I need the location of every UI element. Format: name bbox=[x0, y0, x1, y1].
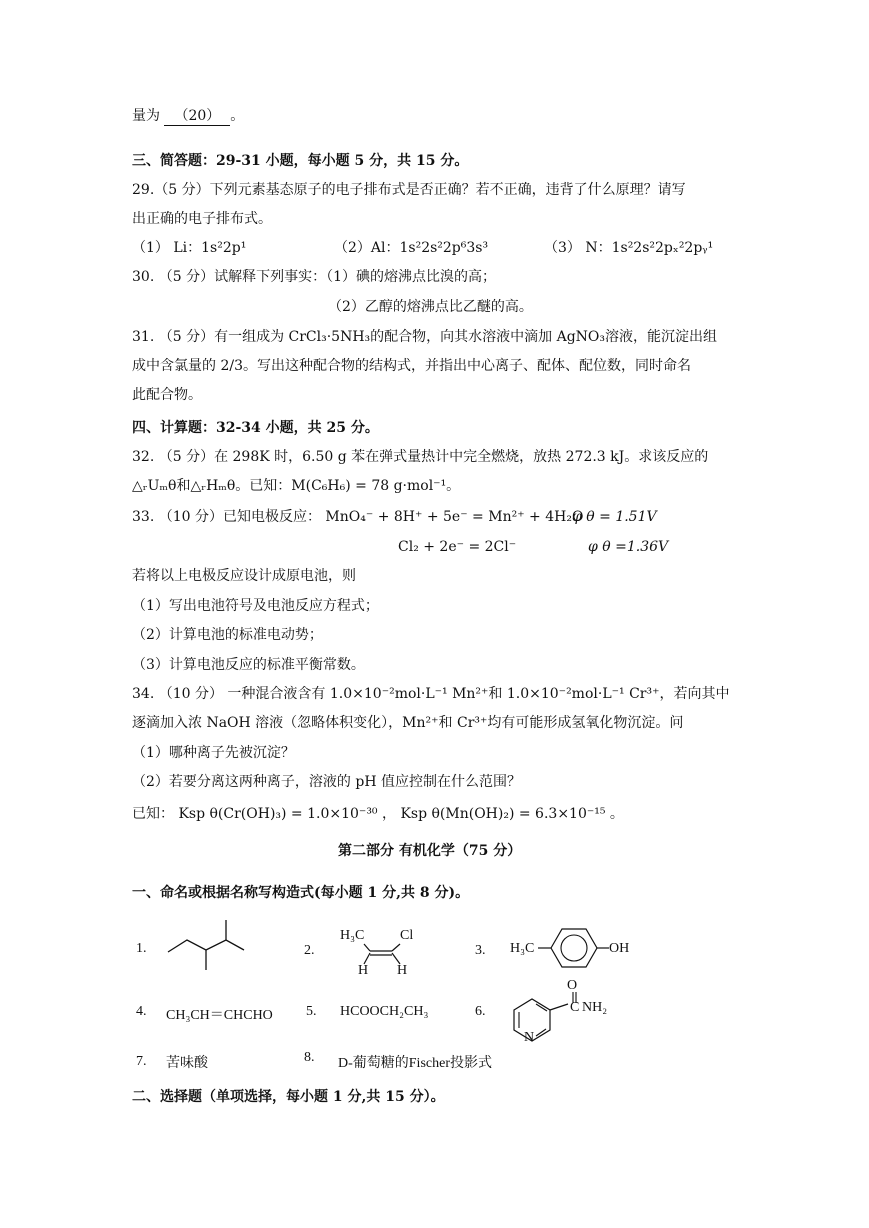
q34-line2: 逐滴加入浓 NaOH 溶液（忽略体积变化），Mn²⁺和 Cr³⁺均有可能形成氢氧化物沉淀。问 bbox=[132, 715, 684, 731]
q29-item2: （2）Al：1s²2s²2p⁶3s³ bbox=[334, 240, 489, 256]
blank-20: （20） bbox=[164, 107, 230, 126]
q34-line1: 34. （10 分） 一种混合液含有 1.0×10⁻²mol·L⁻¹ Mn²⁺和 1.0×10⁻²mol·L⁻¹ Cr³⁺，若向其中 bbox=[132, 686, 730, 702]
item7-name: 苦味酸 bbox=[166, 1056, 208, 1071]
q32-line2: △ᵣUₘθ和△ᵣHₘθ。已知：M(C₆H₆) = 78 g·mol⁻¹。 bbox=[132, 478, 461, 494]
item8-number: 8. bbox=[304, 1050, 315, 1065]
q30-line2: （2）乙醇的熔沸点比乙醚的高。 bbox=[328, 299, 533, 315]
q33-line1: 33. （10 分）已知电极反应： MnO₄⁻ + 8H⁺ + 5e⁻ = Mn²⁺ + 4H₂O bbox=[132, 509, 584, 525]
item2-h-left: H bbox=[358, 963, 369, 978]
item1-number: 1. bbox=[136, 941, 147, 956]
part2-heading2: 二、选择题（单项选择，每小题 1 分,共 15 分）。 bbox=[132, 1089, 445, 1105]
section3-heading: 三、简答题：29-31 小题，每小题 5 分，共 15 分。 bbox=[132, 153, 469, 169]
part2-title: 第二部分 有机化学（75 分） bbox=[338, 843, 522, 859]
q33-s3: （3）计算电池反应的标准平衡常数。 bbox=[132, 657, 365, 673]
item8-name: D-葡萄糖的Fischer投影式 bbox=[338, 1056, 492, 1071]
q31-line1: 31. （5 分）有一组成为 CrCl₃·5NH₃的配合物，向其水溶液中滴加 AgNO₃溶液，能沉淀出组 bbox=[132, 329, 718, 345]
item3-h3c: H₃C bbox=[510, 941, 535, 956]
item1-skeletal-structure bbox=[168, 918, 248, 970]
part2-heading1: 一、命名或根据名称写构造式(每小题 1 分,共 8 分)。 bbox=[132, 885, 470, 901]
item6-number: 6. bbox=[475, 1004, 486, 1019]
q33-line3: 若将以上电极反应设计成原电池，则 bbox=[132, 568, 356, 584]
q31-line2: 成中含氯量的 2/3。写出这种配合物的结构式，并指出中心离子、配体、配位数，同时命名 bbox=[132, 358, 691, 374]
q33-line2: Cl₂ + 2e⁻ = 2Cl⁻ bbox=[398, 539, 517, 555]
item5-formula: HCOOCH₂CH₃ bbox=[340, 1004, 429, 1019]
top-line: 量为 （20） 。 bbox=[132, 108, 245, 124]
q30-line1: 30. （5 分）试解释下列事实：（1）碘的熔沸点比溴的高； bbox=[132, 269, 496, 285]
q33-phi2: φ θ =1.36V bbox=[588, 539, 669, 555]
q31-line3: 此配合物。 bbox=[132, 387, 202, 403]
q32-line1: 32. （5 分）在 298K 时，6.50 g 苯在弹式量热计中完全燃烧，放热 272.3 kJ。求该反应的 bbox=[132, 449, 709, 465]
item4-number: 4. bbox=[136, 1004, 147, 1019]
item3-benzene-ring bbox=[538, 925, 614, 971]
item2-number: 2. bbox=[304, 943, 315, 958]
item2-cl: Cl bbox=[400, 928, 414, 943]
item2-double-bond bbox=[356, 940, 406, 968]
item3-oh: OH bbox=[609, 941, 630, 956]
q33-s1: （1）写出电池符号及电池反应方程式； bbox=[132, 598, 379, 614]
item4-formula: CH₃CH＝CHCHO bbox=[166, 1008, 273, 1023]
item6-nh2: NH₂ bbox=[582, 1000, 608, 1015]
q34-s2: （2）若要分离这两种离子，溶液的 pH 值应控制在什么范围？ bbox=[132, 774, 521, 790]
item2-h-right: H bbox=[397, 963, 408, 978]
item2-h3c: H₃C bbox=[340, 928, 365, 943]
q34-s1: （1）哪种离子先被沉淀？ bbox=[132, 745, 295, 761]
item7-number: 7. bbox=[136, 1054, 147, 1069]
q33-phi1: φ θ = 1.51V bbox=[572, 509, 657, 525]
q29-item3: （3） N：1s²2s²2pₓ²2pᵧ¹ bbox=[544, 240, 714, 256]
item6-c: C bbox=[570, 1000, 580, 1015]
q33-s2: （2）计算电池的标准电动势； bbox=[132, 627, 323, 643]
section4-heading: 四、计算题：32-34 小题，共 25 分。 bbox=[132, 420, 379, 436]
q29-item1: （1） Li：1s²2p¹ bbox=[132, 240, 247, 256]
q34-known: 已知： Ksp θ(Cr(OH)₃) = 1.0×10⁻³⁰ ， Ksp θ(Mn(OH)₂) = 6.3×10⁻¹⁵ 。 bbox=[132, 806, 624, 822]
item6-o: O bbox=[567, 978, 578, 993]
item5-number: 5. bbox=[306, 1004, 317, 1019]
q29-line2: 出正确的电子排布式。 bbox=[132, 211, 272, 227]
item3-number: 3. bbox=[475, 943, 486, 958]
q29-line1: 29.（5 分）下列元素基态原子的电子排布式是否正确？若不正确，违背了什么原理？请写 bbox=[132, 182, 686, 198]
item6-n: N bbox=[524, 1030, 535, 1045]
